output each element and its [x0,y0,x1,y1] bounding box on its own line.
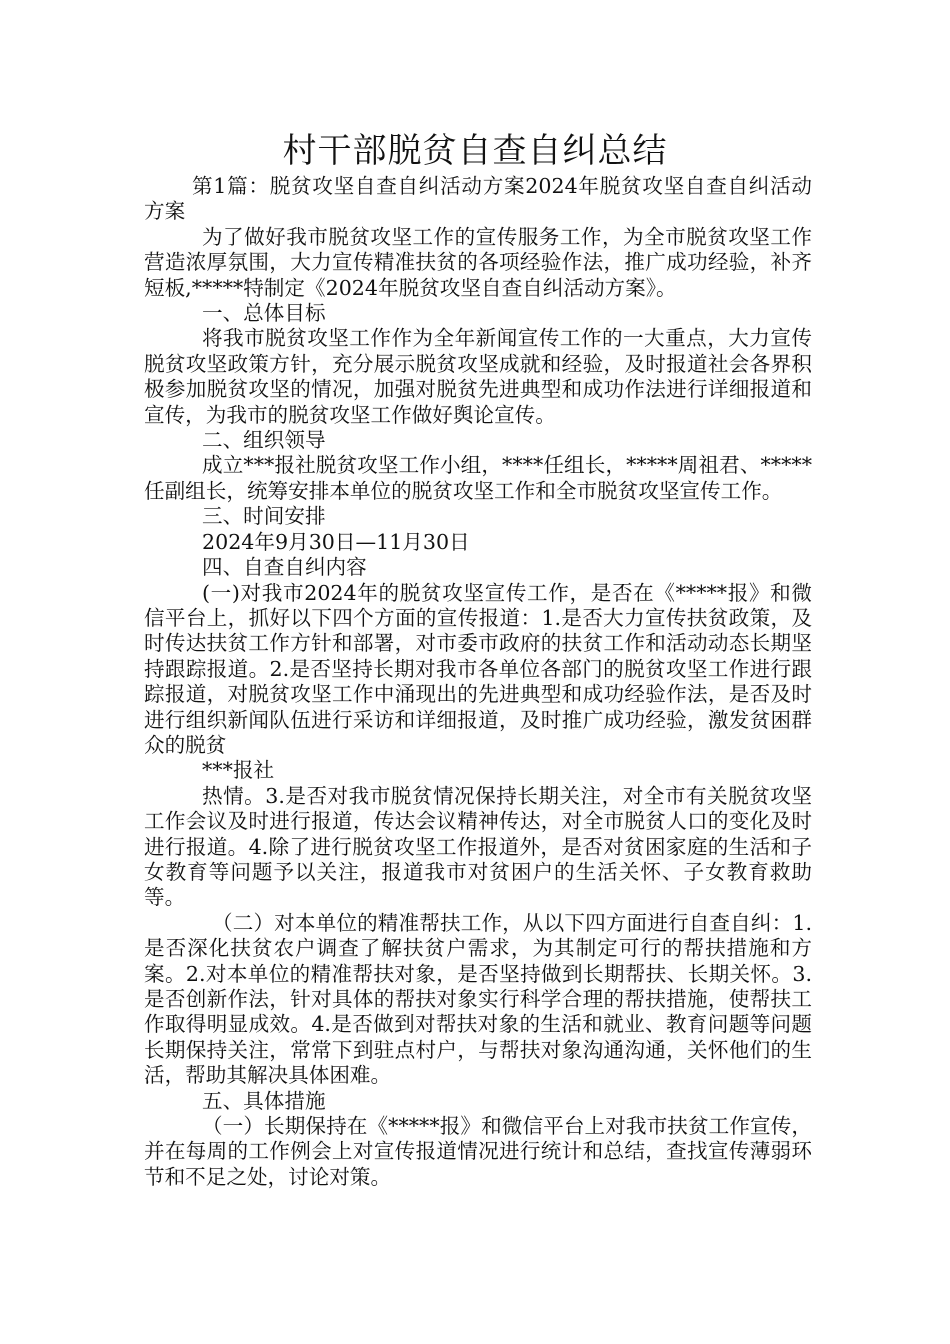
section-heading: 五、具体措施 [202,1088,326,1113]
organization-label: ***报社 [202,758,275,783]
section-heading-paragraph: 第1篇：脱贫攻坚自查自纠活动方案2024年脱贫攻坚自查自纠活动方案 [144,174,812,224]
body-paragraph: 将我市脱贫攻坚工作作为全年新闻宣传工作的一大重点，大力宣传脱贫攻坚政策方针，充分展示脱贫攻坚成就和经验，及时报道社会各界积极参加脱贫攻坚的情况，加强对脱贫先进典型和成功作法进行详细报道和宣传，为我市的脱贫攻坚工作做好舆论宣传。 [144,326,812,427]
body-paragraph: 热情。3.是否对我市脱贫情况保持长期关注，对全市有关脱贫攻坚工作会议及时进行报道，传达会议精神传达，对全市脱贫人口的变化及时进行报道。4.除了进行脱贫攻坚工作报道外，是否对贫困家庭的生活和子女教育等问题予以关注，报道我市对贫困户的生活关怀、子女教育救助等。 [144,783,812,910]
body-paragraph: 为了做好我市脱贫攻坚工作的宣传服务工作，为全市脱贫攻坚工作营造浓厚氛围，大力宣传精准扶贫的各项经验作法，推广成功经验，补齐短板,*****特制定《2024年脱贫攻坚自查自纠活动方案》。 [144,224,812,300]
section-heading: 三、时间安排 [202,504,326,529]
body-paragraph: （二）对本单位的精准帮扶工作，从以下四方面进行自查自纠：1.是否深化扶贫农户调查了解扶贫户需求，为其制定可行的帮扶措施和方案。2.对本单位的精准帮扶对象，是否坚持做到长期帮扶、长期关怀。3.是否创新作法，针对具体的帮扶对象实行科学合理的帮扶措施，使帮扶工作取得明显成效。4.是否做到对帮扶对象的生活和就业、教育问题等问题长期保持关注，常常下到驻点村户，与帮扶对象沟通沟通，关怀他们的生活，帮助其解决具体困难。 [144,910,812,1088]
document-title: 村干部脱贫自查自纠总结 [282,131,668,171]
date-range: 2024年9月30日—11月30日 [202,529,470,554]
section-heading: 四、自查自纠内容 [202,555,367,580]
body-paragraph: （一）长期保持在《*****报》和微信平台上对我市扶贫工作宣传，并在每周的工作例会上对宣传报道情况进行统计和总结，查找宣传薄弱环节和不足之处，讨论对策。 [144,1114,812,1189]
document-body [144,174,812,1190]
section-heading: 一、总体目标 [202,301,326,326]
body-paragraph: 成立***报社脱贫攻坚工作小组，****任组长，*****周祖君、*****任副组长，统筹安排本单位的脱贫攻坚工作和全市脱贫攻坚宣传工作。 [144,453,812,503]
body-paragraph: (一)对我市2024年的脱贫攻坚宣传工作，是否在《*****报》和微信平台上，抓好以下四个方面的宣传报道：1.是否大力宣传扶贫政策，及时传达扶贫工作方针和部署，对市委市政府的扶贫工作和活动动态长期坚持跟踪报道。2.是否坚持长期对我市各单位各部门的脱贫攻坚工作进行跟踪报道，对脱贫攻坚工作中涌现出的先进典型和成功经验作法，是否及时进行组织新闻队伍进行采访和详细报道，及时推广成功经验，激发贫困群众的脱贫 [144,580,812,757]
section-heading: 二、组织领导 [202,428,326,453]
